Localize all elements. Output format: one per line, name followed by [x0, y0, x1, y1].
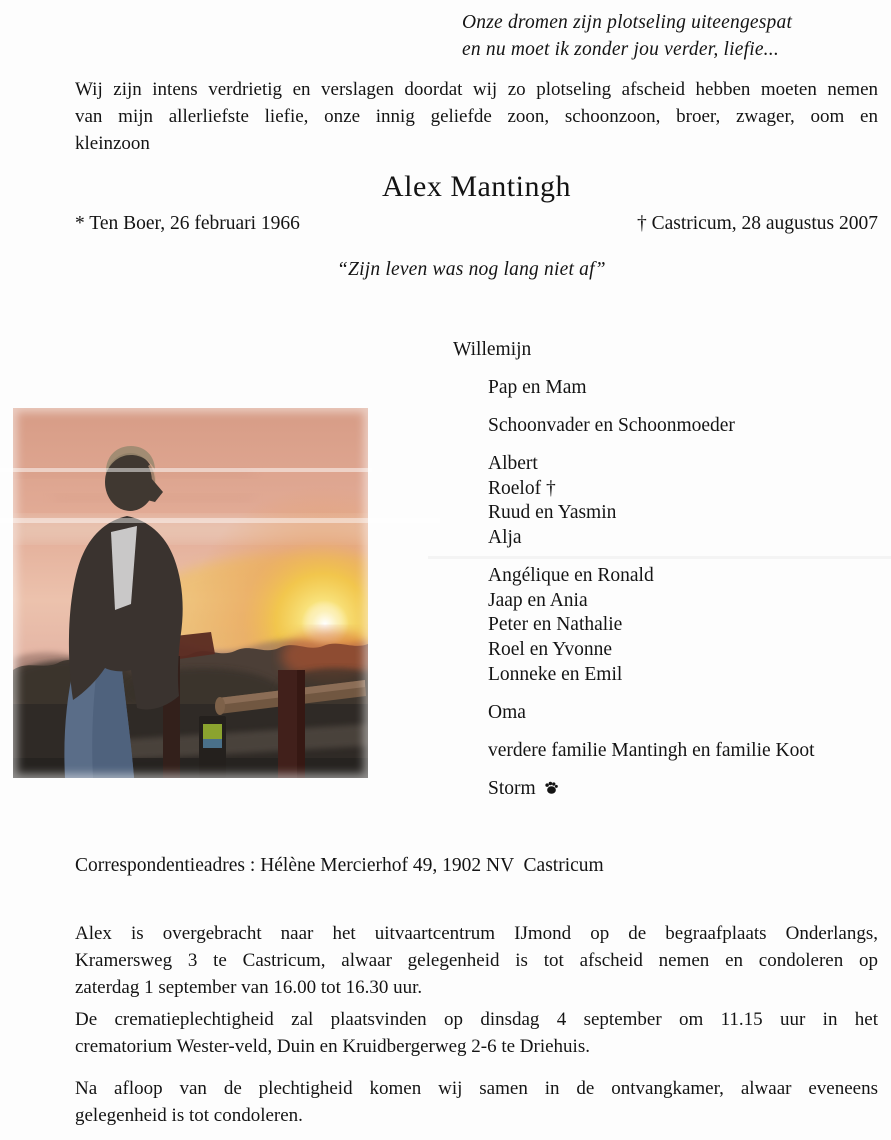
family-line: Roelof † [488, 477, 556, 499]
family-line: Angélique en Ronald [488, 565, 654, 587]
epigraph-line-2: en nu moet ik zonder jou verder, liefie... [462, 39, 779, 60]
death-date: † Castricum, 28 augustus 2007 [636, 213, 878, 234]
intro-line: kleinzoon [75, 133, 150, 154]
family-line: Roel en Yvonne [488, 638, 613, 660]
paragraph-line: Na afloop van de plechtigheid komen wij samen in de ontvangkamer, alwaar eveneens [75, 1078, 878, 1099]
family-line: Albert [488, 453, 538, 475]
family-line: Willemijn [453, 339, 532, 360]
correspondence-address: Correspondentieadres : Hélène Mercierhof 49, 1902 NV Castricum [75, 855, 604, 876]
family-line-storm-label: Storm [488, 777, 536, 799]
birth-date: * Ten Boer, 26 februari 1966 [75, 213, 300, 234]
intro-line: Wij zijn intens verdrietig en verslagen doordat wij zo plotseling afscheid hebben moeten nemen [75, 79, 878, 100]
family-line: Ruud en Yasmin [488, 502, 617, 524]
paragraph-line: Kramersweg 3 te Castricum, alwaar gelegenheid is tot afscheid nemen en condoleren op [75, 950, 878, 971]
family-line: verdere familie Mantingh en familie Koot [488, 739, 815, 761]
epigraph-line-1: Onze dromen zijn plotseling uiteengespat [462, 12, 793, 33]
life-dates [75, 213, 878, 235]
funeral-info-paragraph [75, 920, 878, 1001]
paragraph-line: Alex is overgebracht naar het uitvaartcentrum IJmond op de begraafplaats Onderlangs, [75, 923, 878, 944]
paragraph-line: De crematieplechtigheid zal plaatsvinden op dinsdag 4 september om 11.15 uur in het [75, 1009, 878, 1030]
family-line-storm [488, 777, 815, 803]
epigraph [462, 9, 792, 63]
paragraph-line: crematorium Wester-veld, Duin en Kruidbergerweg 2-6 te Driehuis. [75, 1036, 590, 1057]
motto-quote: “Zijn leven was nog lang niet af” [337, 259, 606, 280]
intro-paragraph [75, 76, 878, 157]
deceased-name: Alex Mantingh [382, 170, 571, 203]
family-line: Oma [488, 701, 526, 723]
family-line: Alja [488, 527, 522, 549]
reception-info-paragraph [75, 1075, 878, 1129]
family-list [453, 338, 815, 802]
paragraph-line: gelegenheid is tot condoleren. [75, 1105, 303, 1126]
family-line: Peter en Nathalie [488, 614, 623, 636]
family-line: Jaap en Ania [488, 589, 588, 611]
sunset-photo-graphic [13, 408, 368, 778]
family-line: Lonneke en Emil [488, 663, 623, 685]
paragraph-line: zaterdag 1 september van 16.00 tot 16.30 uur. [75, 977, 423, 998]
family-line: Schoonvader en Schoonmoeder [488, 415, 735, 437]
cremation-info-paragraph [75, 1006, 878, 1060]
paw-icon [544, 778, 559, 803]
intro-line: van mijn allerliefste liefie, onze innig geliefde zoon, schoonzoon, broer, zwager, oom en [75, 106, 878, 127]
memorial-photo [13, 408, 368, 778]
family-line: Pap en Mam [488, 377, 587, 399]
